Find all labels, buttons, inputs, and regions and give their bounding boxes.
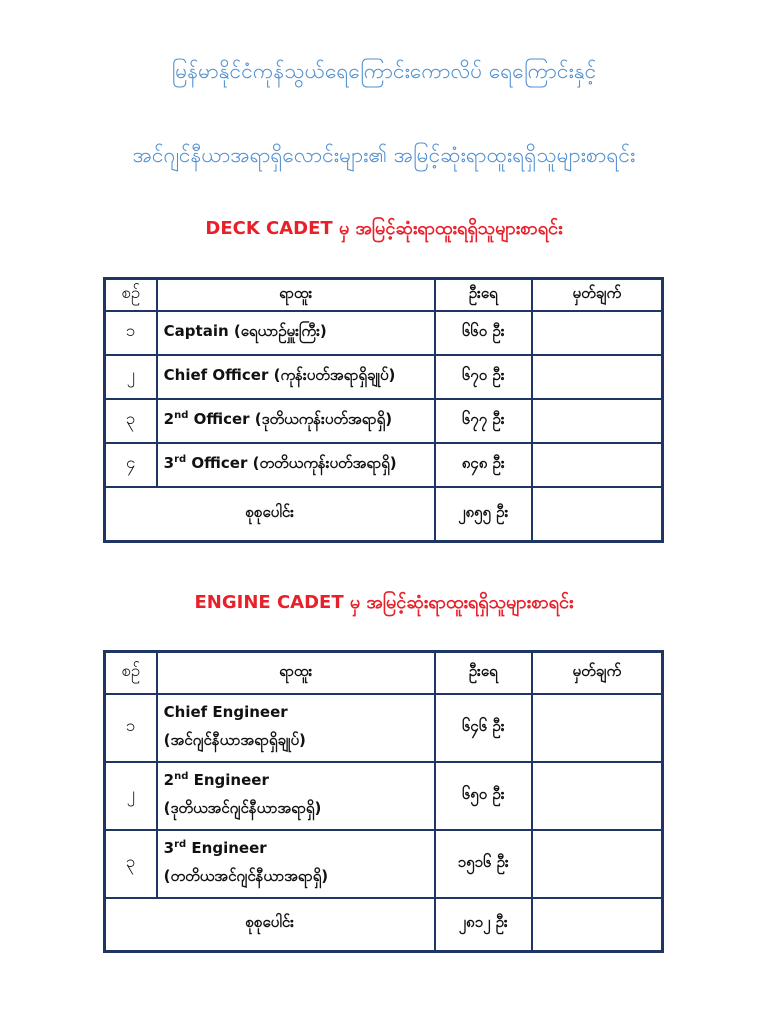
rank-subtitle: (အင်ဂျင်နီယာအရာရှိချုပ်) xyxy=(163,730,306,749)
table-row xyxy=(105,443,663,487)
total-count: ၂၈၁၂ ဦး xyxy=(435,898,532,952)
row-number: ၁ xyxy=(105,311,157,355)
column-header-count: ဦးရေ xyxy=(435,652,532,694)
table-row xyxy=(105,355,663,399)
rank-cell xyxy=(157,694,435,762)
count-cell: ၁၅၁၆ ဦး xyxy=(435,830,532,898)
rank-cell xyxy=(157,443,435,487)
rank-title: Engineer xyxy=(186,838,267,857)
column-header-remark: မှတ်ချက် xyxy=(532,652,663,694)
rank-title: Engineer xyxy=(188,770,269,789)
remark-cell xyxy=(532,311,663,355)
column-header-remark: မှတ်ချက် xyxy=(532,279,663,311)
remark-cell xyxy=(532,694,663,762)
rank-ordinal: 3 xyxy=(163,838,175,857)
rank-ordinal: 3 xyxy=(163,453,175,472)
row-number: ၃ xyxy=(105,399,157,443)
row-number: ၂ xyxy=(105,355,157,399)
deck-cadet-table xyxy=(103,277,664,543)
count-cell: ၆၆၀ ဦး xyxy=(435,311,532,355)
remark-cell xyxy=(532,762,663,830)
remark-cell xyxy=(532,355,663,399)
rank-ordinal: 2 xyxy=(163,770,175,789)
engine-section-title: ENGINE CADET မှ အမြင့်ဆုံးရာထူးရရှိသူများစာရင်း xyxy=(194,592,574,613)
rank-text: Officer (တတိယကုန်းပတ်အရာရှိ) xyxy=(186,453,397,472)
count-cell: ၆၄၆ ဦး xyxy=(435,694,532,762)
column-header-rank: ရာထူး xyxy=(157,652,435,694)
row-number: ၃ xyxy=(105,830,157,898)
deck-section-title: DECK CADET မှ အမြင့်ဆုံးရာထူးရရှိသူများစာရင်း xyxy=(205,218,563,239)
table-row xyxy=(105,694,663,762)
rank-subtitle: (တတိယအင်ဂျင်နီယာအရာရှိ) xyxy=(163,866,329,885)
count-cell: ၆၅၀ ဦး xyxy=(435,762,532,830)
rank-ordinal: 2 xyxy=(163,409,175,428)
table-header-row xyxy=(105,652,663,694)
column-header-count: ဦးရေ xyxy=(435,279,532,311)
row-number: ၄ xyxy=(105,443,157,487)
column-header-no: စဉ် xyxy=(105,279,157,311)
rank-ordinal-suffix: nd xyxy=(174,770,189,782)
rank-text: Officer (ဒုတိယကုန်းပတ်အရာရှိ) xyxy=(188,409,393,428)
rank-cell xyxy=(157,762,435,830)
row-number: ၁ xyxy=(105,694,157,762)
table-row xyxy=(105,311,663,355)
total-row xyxy=(105,898,663,952)
total-remark xyxy=(532,487,663,542)
rank-ordinal-suffix: nd xyxy=(174,409,189,421)
rank-cell: Chief Officer (ကုန်းပတ်အရာရှိချုပ်) xyxy=(157,355,435,399)
total-label: စုစုပေါင်း xyxy=(105,898,435,952)
column-header-rank: ရာထူး xyxy=(157,279,435,311)
count-cell: ၆၇၇ ဦး xyxy=(435,399,532,443)
rank-cell xyxy=(157,399,435,443)
rank-title: Chief Engineer xyxy=(163,702,288,721)
engine-cadet-table xyxy=(103,650,664,953)
table-row xyxy=(105,830,663,898)
count-cell: ၈၄၈ ဦး xyxy=(435,443,532,487)
total-label: စုစုပေါင်း xyxy=(105,487,435,542)
remark-cell xyxy=(532,399,663,443)
count-cell: ၆၇၀ ဦး xyxy=(435,355,532,399)
table-row xyxy=(105,762,663,830)
document-title-line1: မြန်မာနိုင်ငံကုန်သွယ်ရေကြောင်းကောလိပ် ရေကြောင်းနှင့် xyxy=(171,59,597,83)
total-remark xyxy=(532,898,663,952)
total-count: ၂၈၅၅ ဦး xyxy=(435,487,532,542)
rank-subtitle: (ဒုတိယအင်ဂျင်နီယာအရာရှိ) xyxy=(163,798,322,817)
row-number: ၂ xyxy=(105,762,157,830)
rank-cell xyxy=(157,830,435,898)
rank-ordinal-suffix: rd xyxy=(174,453,187,465)
table-header-row xyxy=(105,279,663,311)
column-header-no: စဉ် xyxy=(105,652,157,694)
remark-cell xyxy=(532,830,663,898)
rank-ordinal-suffix: rd xyxy=(174,838,187,850)
total-row xyxy=(105,487,663,542)
remark-cell xyxy=(532,443,663,487)
table-row xyxy=(105,399,663,443)
rank-cell: Captain (ရေယာဉ်မှူးကြီး) xyxy=(157,311,435,355)
document-title-line2: အင်ဂျင်နီယာအရာရှိလောင်းများ၏ အမြင့်ဆုံးရာထူးရရှိသူများစာရင်း xyxy=(132,143,636,167)
